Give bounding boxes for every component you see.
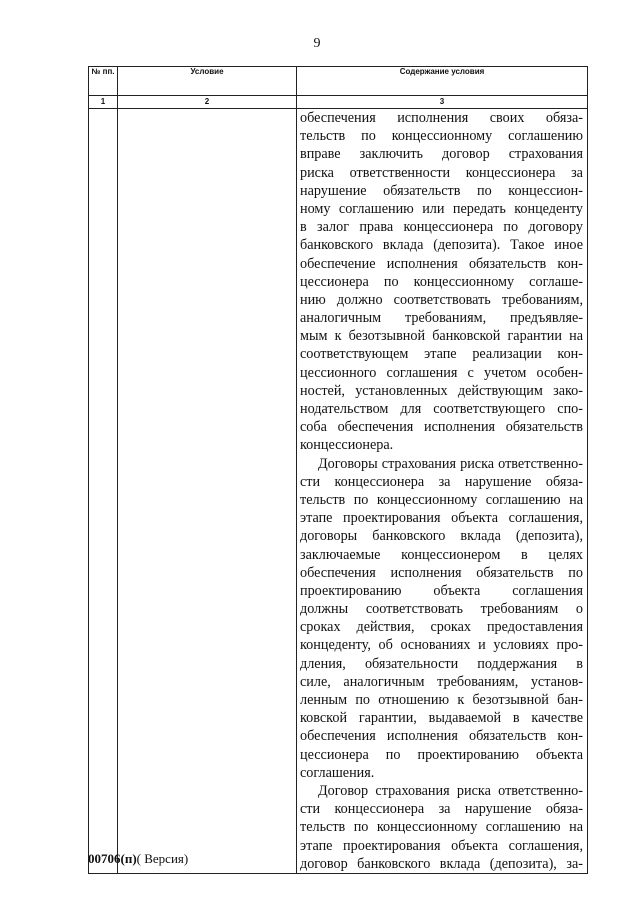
text-line: обеспечения исполнения своих обяза- [300, 110, 583, 126]
table-header-row [89, 67, 588, 96]
text-line: аналогичным требованиям, предъявляе- [300, 310, 583, 327]
text-line: нарушение обязательств по концессион- [300, 182, 583, 199]
text-line: обеспечения исполнения обязательств кон- [300, 728, 583, 745]
text-line: ковской гарантии, выдаваемой в качестве [300, 710, 583, 727]
text-line: риска ответственности концессионера за [300, 164, 583, 181]
document-code: 00706(п) [88, 851, 137, 866]
text-line: сти концессионера за нарушение обяза- [300, 801, 583, 818]
header-condition-content: Содержание условия [297, 67, 588, 96]
text-line: тельств по концессионному соглашению на [300, 491, 583, 508]
text-line: проектированию объекта соглашения [300, 582, 583, 599]
condition-content-cell [297, 109, 588, 874]
text-line: вправе заключить договор страхования [300, 146, 583, 163]
column-number: 1 [89, 96, 118, 109]
column-number: 3 [297, 96, 588, 109]
text-line: цессионного соглашения с учетом особен- [300, 364, 583, 381]
text-line: банковского вклада (депозита). Такое иное [300, 237, 583, 254]
text-line: соглашения. [300, 764, 375, 781]
document-version: ( Версия) [136, 851, 189, 866]
text-line: тельств по концессионному соглашению на [300, 819, 583, 836]
column-number-row [89, 96, 588, 109]
text-line: цессионера по концессионному соглаше- [300, 273, 583, 290]
text-line: Договор страхования риска ответственно- [318, 782, 583, 799]
text-line: силе, аналогичным требованиям, установ- [300, 673, 583, 690]
condition-cell [118, 109, 297, 874]
text-line: договор банковского вклада (депозита), за- [300, 855, 583, 872]
document-footer [88, 851, 188, 867]
table-row [89, 109, 588, 874]
text-line: обеспечение исполнения обязательств кон- [300, 255, 583, 272]
text-line: обеспечения исполнения обязательств по [300, 564, 583, 581]
header-item-number: № пп. [89, 67, 118, 96]
text-line: должны соответствовать требованиям о [300, 601, 583, 618]
text-line: ностей, установленных действующим зако- [300, 382, 583, 399]
text-line: в залог права концессионера по договору [300, 219, 583, 236]
text-line: ленным по отношению к безотзывной бан- [300, 692, 583, 708]
text-line: цессионера по проектированию объекта [300, 746, 583, 763]
text-line: мым к безотзывной банковской гарантии на [300, 328, 583, 345]
header-condition: Условие [118, 67, 297, 96]
text-line: концеденту, об основаниях и условиях про- [300, 637, 583, 654]
text-line: тельств по концессионному соглашению [300, 128, 583, 145]
text-line: концессионера. [300, 437, 394, 454]
text-line: заключаемые концессионером в целях [300, 546, 583, 563]
text-line: нодательством для соответствующего спо- [300, 401, 583, 417]
conditions-table [88, 66, 588, 874]
text-line: этапе проектирования объекта соглашения, [300, 837, 583, 854]
column-number: 2 [118, 96, 297, 109]
text-line: дления, обязательности поддержания в [300, 655, 583, 672]
text-line: нию должно соответствовать требованиям, [300, 291, 583, 308]
text-line: ному соглашению или передать концеденту [300, 200, 583, 217]
text-line: договоры банковского вклада (депозита), [300, 528, 583, 545]
text-line: Договоры страхования риска ответственно- [318, 455, 583, 472]
text-line: этапе проектирования объекта соглашения, [300, 510, 583, 527]
text-line: соба обеспечения исполнения обязательств [300, 419, 583, 436]
item-number-cell [89, 109, 118, 874]
condition-content-text [297, 109, 587, 873]
text-line: соответствующем этапе реализации кон- [300, 346, 583, 363]
text-line: сроках действия, сроках предоставления [300, 619, 583, 636]
text-line: сти концессионера за нарушение обяза- [300, 473, 583, 490]
page-number: 9 [313, 36, 321, 51]
